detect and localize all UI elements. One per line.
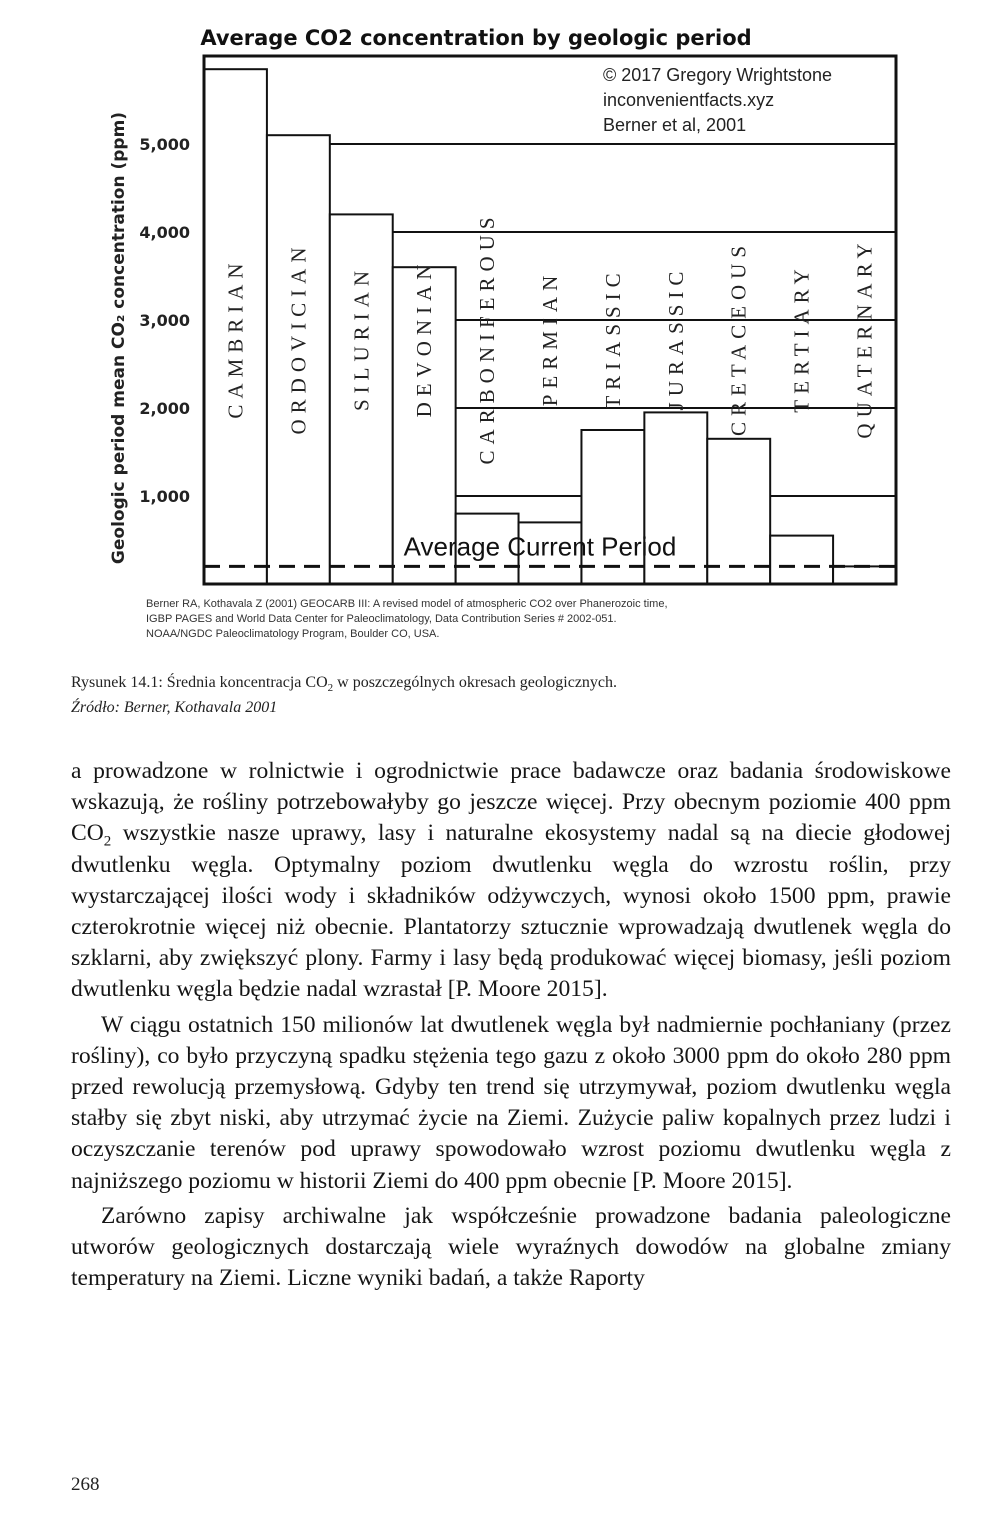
period-label: CAMBRIAN (223, 257, 248, 419)
figure-caption (71, 673, 617, 718)
body-text (71, 756, 951, 1294)
y-tick-label: 1,000 (139, 487, 190, 506)
period-label: DEVONIAN (412, 258, 437, 418)
data-source (146, 598, 668, 640)
bar (833, 566, 896, 584)
co2-bar-chart (100, 18, 910, 658)
credit-line: inconvenientfacts.xyz (603, 90, 775, 110)
source-line: NOAA/NGDC Paleoclimatology Program, Boulder CO, USA. (146, 628, 440, 640)
credit-line: © 2017 Gregory Wrightstone (603, 65, 833, 85)
period-label: TRIASSIC (600, 267, 625, 409)
period-label: JURASSIC (663, 265, 688, 411)
paragraph: a prowadzone w rolnictwie i ogrodnictwie prace badawcze oraz badania środowiskowe wskazują, że rośliny potrzebowałyby go jeszcze więcej. Przy obecnym poziomie 400 ppm $CO_2$ wszystkie nasze uprawy, lasy i naturalne ekosystemy nadal są na diecie głodowej dwutlenku węgla. Optymalny poziom dwutlenku węgla do wzrostu roślin, przy wystarczającej ilości wody i składników odżywczych, wynosi około 1500 ppm, prawie czterokrotnie więcej niż obecnie. Plantatorzy sztucznie wprowadzają dwutlenek węgla do szklarni, aby zwiększyć plony. Farmy i lasy będą produkować więcej biomasy, jeśli poziom dwutlenku węgla będzie nadal wzrastał [P. Moore 2015]. (71, 758, 951, 1003)
period-label: QUATERNARY (852, 237, 877, 439)
y-axis-label: Geologic period mean CO₂ concentration (ppm) (109, 111, 129, 565)
period-label: TERTIARY (789, 263, 814, 413)
y-tick-label: 5,000 (139, 135, 190, 154)
caption-text: Rysunek 14.1: Średnia koncentracja $CO_2$ w poszczególnych okresach geologicznych. (71, 674, 618, 695)
bars (204, 69, 896, 584)
credit-block (603, 65, 832, 135)
y-tick-label: 4,000 (139, 223, 190, 242)
y-tick-label: 2,000 (139, 399, 190, 418)
period-label: CARBONIFEROUS (475, 211, 500, 465)
y-ticks (139, 135, 190, 506)
paragraph: W ciągu ostatnich 150 milionów lat dwutlenek węgla był nadmiernie pochłaniany (przez rośliny), co było przyczyną spadku stężenia tego gazu z około 3000 ppm do około 280 ppm przed rewolucją przemysłową. Gdyby ten trend się utrzymywał, poziom dwutlenku węgla stałby się zbyt niski, aby utrzymać życie na Ziemi. Zużycie paliw kopalnych przez ludzi i oczyszczanie terenów pod uprawy spowodowało wzrost poziomu dwutlenku węgla z najniższego poziomu w historii Ziemi do 400 ppm obecnie [P. Moore 2015]. (71, 1011, 951, 1194)
period-label: ORDOVICIAN (286, 241, 311, 435)
source-line: Berner RA, Kothavala Z (2001) GEOCARB III: A revised model of atmospheric CO2 over Phanerozoic time, (146, 598, 668, 610)
y-tick-label: 3,000 (139, 311, 190, 330)
chart-title: Average CO2 concentration by geologic period (200, 26, 752, 50)
average-current-period-label: Average Current Period (403, 531, 677, 562)
bar (707, 439, 770, 584)
credit-line: Berner et al, 2001 (603, 115, 747, 135)
period-label: PERMIAN (538, 269, 562, 407)
paragraph: Zarówno zapisy archiwalne jak współcześnie prowadzone badania paleologiczne utworów geologicznych dostarczają wiele wyraźnych dowodów na globalne zmiany temperatury na Ziemi. Liczne wyniki badań, a także Raporty (71, 1202, 951, 1292)
bar (770, 536, 833, 584)
page-number: 268 (71, 1474, 100, 1495)
caption-source: Źródło: Berner, Kothavala 2001 (71, 699, 278, 717)
period-label: CRETACEOUS (726, 240, 751, 436)
period-label: SILURIAN (349, 265, 374, 411)
source-line: IGBP PAGES and World Data Center for Paleoclimatology, Data Contribution Series # 2002-051. (146, 613, 617, 625)
